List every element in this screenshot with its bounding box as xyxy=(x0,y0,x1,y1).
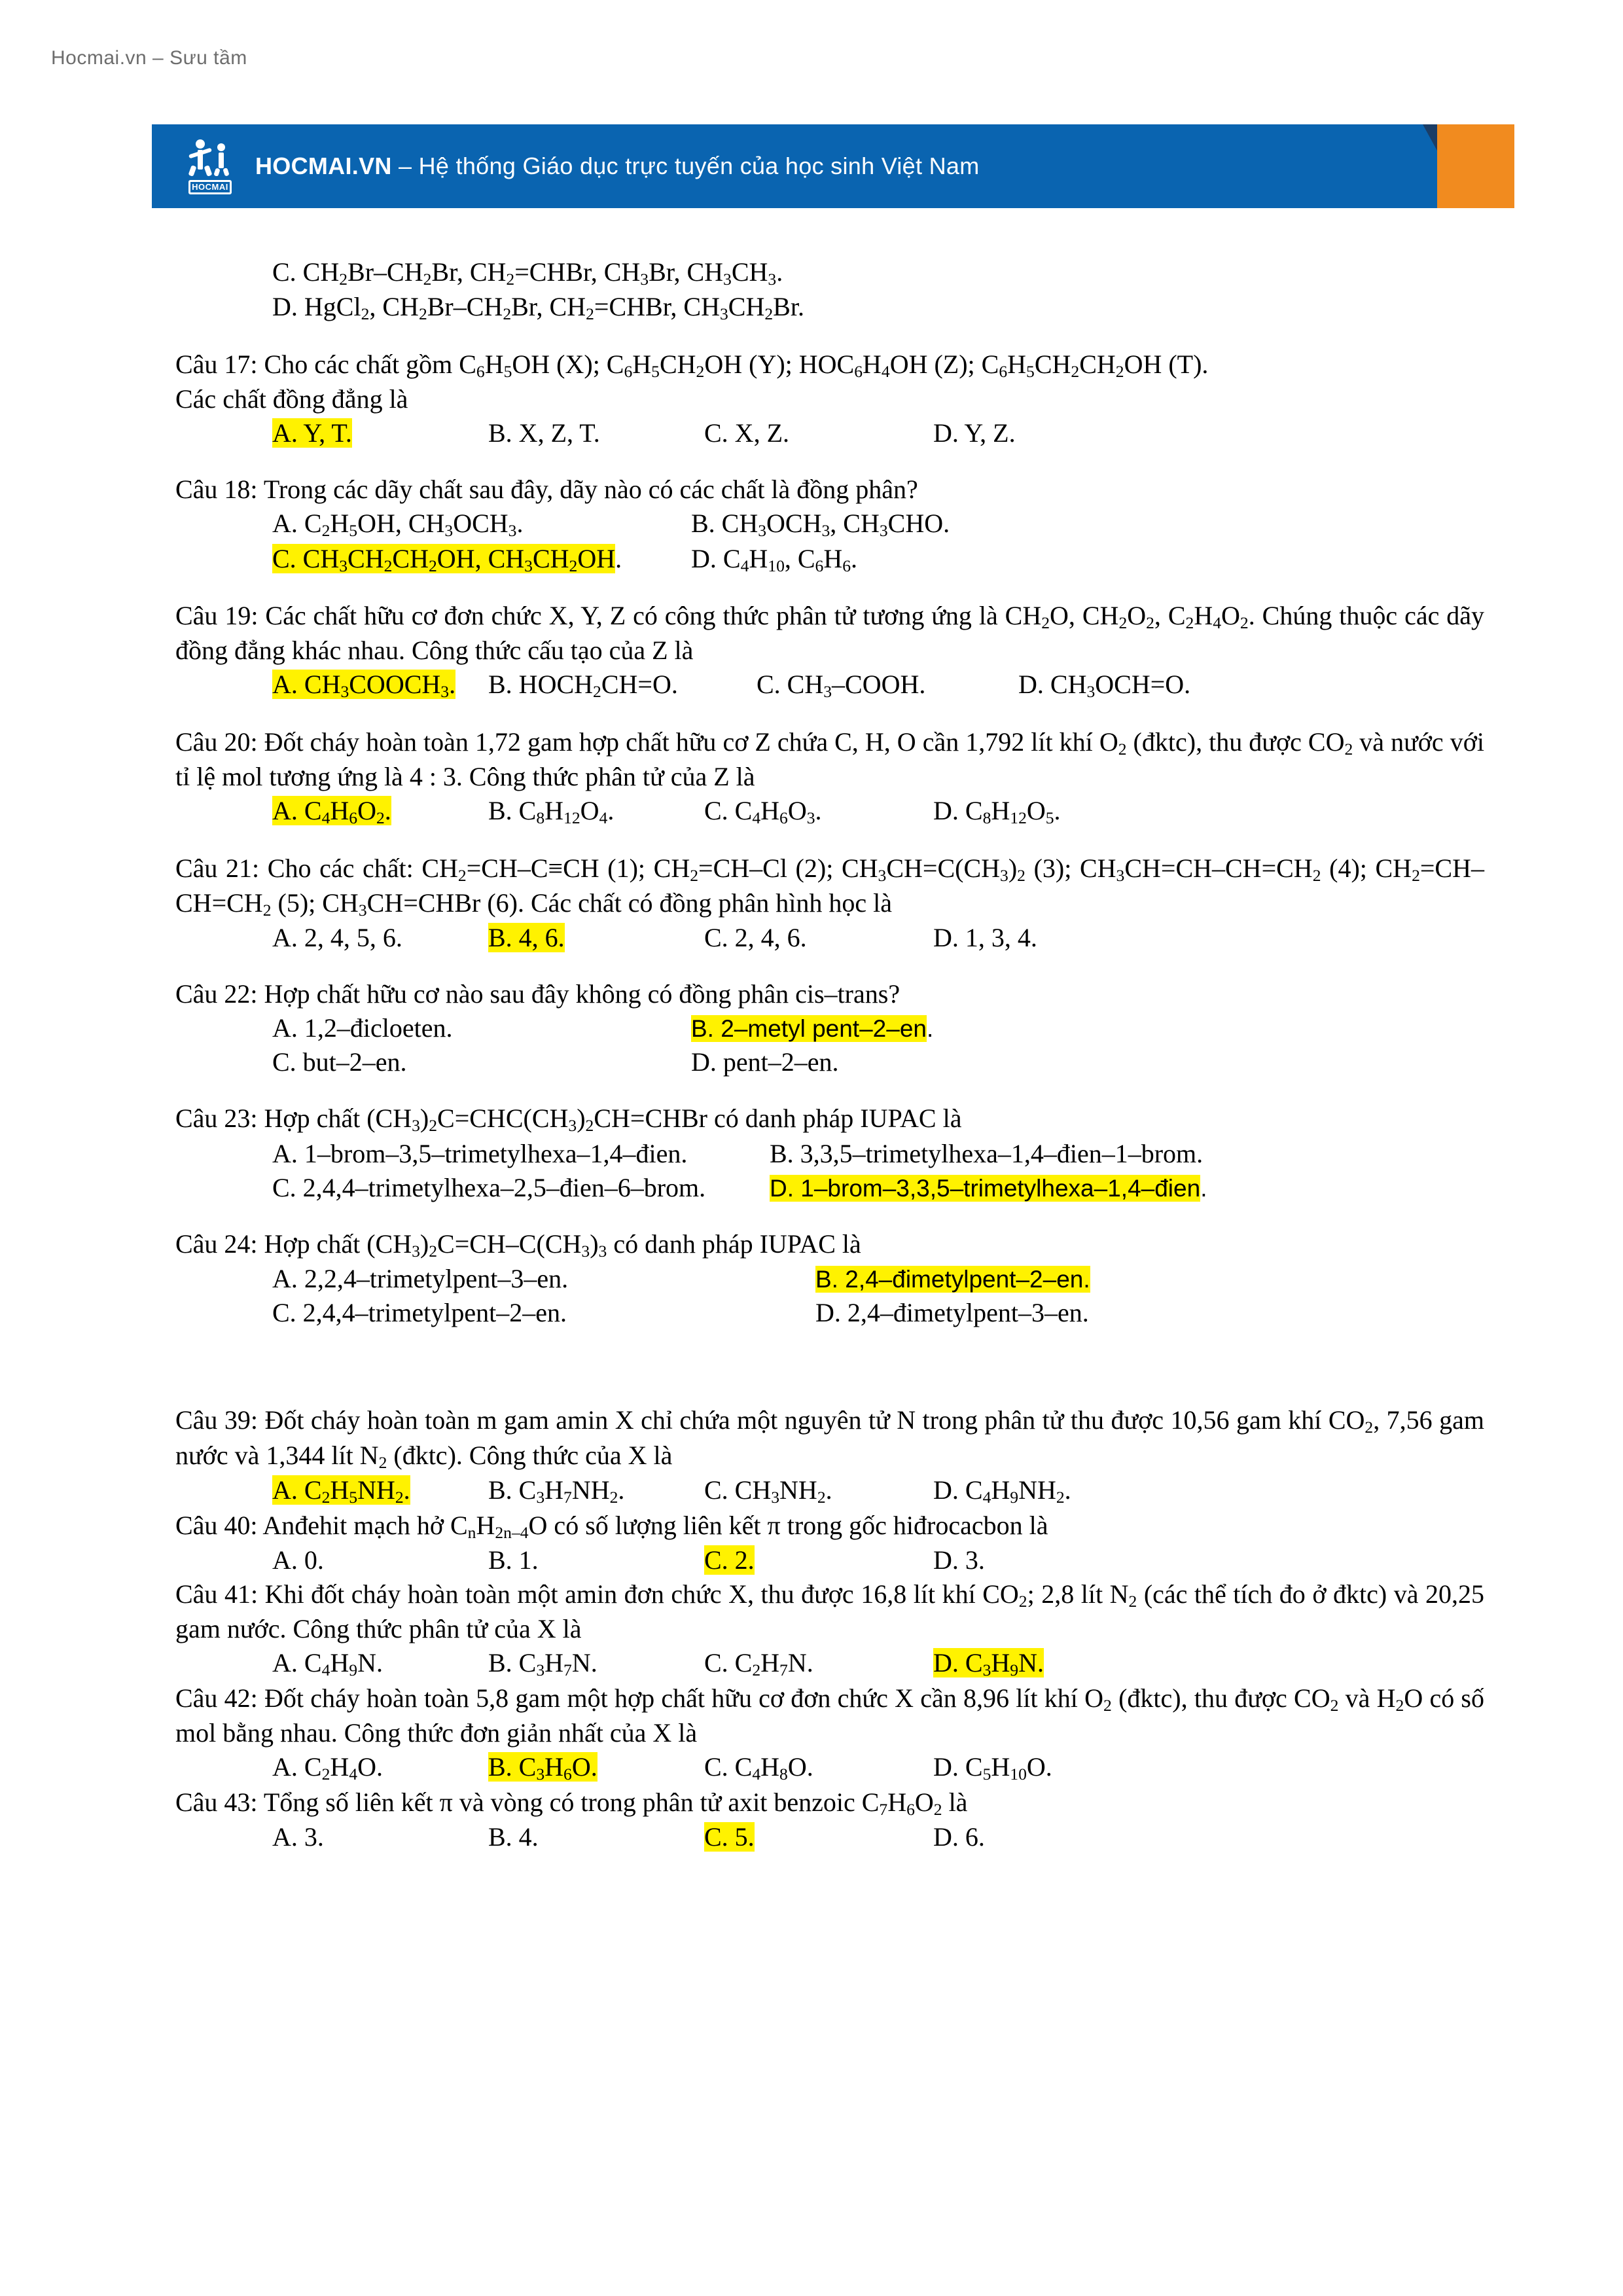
watermark-text: Hocmai.vn – Sưu tầm xyxy=(51,47,247,69)
question-stem: Câu 43: Tổng số liên kết π và vòng có trong phân tử axit benzoic $C_7H_6O_2$ là xyxy=(175,1787,968,1819)
options-row xyxy=(175,1543,1484,1577)
option-d[interactable]: D. $C_4H_9NH_2$. xyxy=(933,1475,1071,1507)
options-row xyxy=(175,542,1484,577)
hocmai-logo-icon xyxy=(186,138,234,194)
option-b[interactable]: B. 1. xyxy=(488,1545,539,1575)
question-cau21 xyxy=(175,852,1484,956)
option-a[interactable]: A. 0. xyxy=(272,1545,324,1575)
option-a[interactable]: A. $C_4H_6O_2$. xyxy=(272,796,391,828)
question-stem: Câu 41: Khi đốt cháy hoàn toàn một amin đơn chức X, thu được 16,8 lít khí $CO_2$; 2,8 lít $N_2$ (các thể tích đo ở đktc) và 20,25 gam nước. Công thức phân tử của X là xyxy=(175,1579,1484,1644)
banner-tagline: – Hệ thống Giáo dục trực tuyến của học sinh Việt Nam xyxy=(391,152,980,179)
question-stem: Câu 24: Hợp chất $(CH_3)_2C=CH-C(CH_3)_3$ có danh pháp IUPAC là xyxy=(175,1229,861,1261)
option-c[interactable]: C. X, Z. xyxy=(704,418,789,448)
question-cau39 xyxy=(175,1403,1484,1508)
option-d[interactable]: D. 3. xyxy=(933,1545,985,1575)
option-b[interactable]: B. 4. xyxy=(488,1821,539,1852)
option-c-top: C. $CH_2Br-CH_2Br$, $CH_2=CHBr$, $CH_3Br$, $CH_3CH_3$. xyxy=(272,257,783,289)
option-c[interactable]: C. $C_2H_7N$. xyxy=(704,1648,813,1680)
question-cau22 xyxy=(175,977,1484,1079)
option-d[interactable]: D. $C_4H_{10}$, $C_6H_6$. xyxy=(691,543,858,575)
option-b[interactable]: B. $C_3H_7NH_2$. xyxy=(488,1475,625,1507)
option-c[interactable]: C. 2. xyxy=(704,1545,755,1575)
option-c[interactable]: C. but–2–en. xyxy=(272,1047,407,1077)
options-row xyxy=(175,1011,1484,1045)
option-c[interactable]: C. $CH_3CH_2CH_2OH$, $CH_3CH_2OH$. xyxy=(272,543,622,575)
options-row xyxy=(175,1171,1484,1205)
question-cau40 xyxy=(175,1509,1484,1577)
question-stem: Câu 22: Hợp chất hữu cơ nào sau đây không có đồng phân cis–trans? xyxy=(175,979,901,1009)
option-a[interactable]: A. 1–brom–3,5–trimetylhexa–1,4–đien. xyxy=(272,1138,688,1168)
option-a[interactable]: A. Y, T. xyxy=(272,418,352,448)
option-c[interactable]: C. 2,4,4–trimetylhexa–2,5–đien–6–brom. xyxy=(272,1172,706,1202)
exam-content xyxy=(175,255,1484,1854)
question-stem: Câu 19: Các chất hữu cơ đơn chức X, Y, Z có công thức phân tử tương ứng là $CH_2O$, $CH_2O_2$, $C_2H_4O_2$. Chúng thuộc các dãy đồng đẳng khác nhau. Công thức cấu tạo của Z là xyxy=(175,601,1485,666)
option-a[interactable]: A. $C_2H_5NH_2$. xyxy=(272,1475,410,1507)
question-cau42 xyxy=(175,1681,1484,1785)
option-d[interactable]: D. 1–brom–3,3,5–trimetylhexa–1,4–đien. xyxy=(770,1174,1207,1202)
option-a[interactable]: A. 2,2,4–trimetylpent–3–en. xyxy=(272,1264,569,1294)
option-b[interactable]: B. $HOCH_2CH=O$. xyxy=(488,670,678,702)
option-b[interactable]: B. $C_3H_6O$. xyxy=(488,1752,597,1784)
option-c[interactable]: C. $CH_3$–COOH. xyxy=(757,670,926,702)
option-b[interactable]: B. 4, 6. xyxy=(488,923,565,953)
option-a[interactable]: A. 1,2–đicloeten. xyxy=(272,1013,453,1043)
options-row xyxy=(175,921,1484,955)
banner-title xyxy=(255,152,980,180)
option-d[interactable]: D. $CH_3OCH=O$. xyxy=(1018,670,1191,702)
option-c[interactable]: C. 2,4,4–trimetylpent–2–en. xyxy=(272,1298,567,1328)
question-cau41 xyxy=(175,1577,1484,1681)
option-c[interactable]: C. 5. xyxy=(704,1821,755,1852)
option-d[interactable]: D. 1, 3, 4. xyxy=(933,923,1037,953)
logo-figures-icon xyxy=(186,138,234,176)
option-b[interactable]: B. X, Z, T. xyxy=(488,418,600,448)
question-cau43 xyxy=(175,1785,1484,1854)
question-cau23 xyxy=(175,1102,1484,1204)
option-b[interactable]: B. 2,4–đimetylpent–2–en. xyxy=(815,1266,1090,1293)
question-stem: Câu 21: Cho các chất: $CH_2=CH-C\equiv CH$ (1); $CH_2=CH-Cl$ (2); $CH_3CH=C(CH_3)_2$ (3); $CH_3CH=CH-CH=CH_2$ (4); $CH_2=CH-CH=CH_2$ (5); $CH_3CH=CHBr$ (6). Các chất có đồng phân hình học là xyxy=(175,853,1484,920)
options-row xyxy=(175,1750,1484,1785)
options-row xyxy=(175,668,1484,702)
question-stem: Câu 42: Đốt cháy hoàn toàn 5,8 gam một hợp chất hữu cơ đơn chức X cần 8,96 lít khí $O_2$ (đktc), thu được $CO_2$ và $H_2O$ có số mol bằng nhau. Công thức đơn giản nhất của X là xyxy=(175,1683,1485,1748)
logo-wordmark: HOCMAI xyxy=(188,180,232,194)
option-d[interactable]: D. $C_3H_9N$. xyxy=(933,1648,1044,1680)
question-cau18 xyxy=(175,473,1484,577)
option-c[interactable]: C. $C_4H_8O$. xyxy=(704,1752,813,1784)
option-a[interactable]: A. $C_2H_4O$. xyxy=(272,1752,383,1784)
options-row xyxy=(175,1045,1484,1079)
option-d[interactable]: D. $C_5H_{10}O$. xyxy=(933,1752,1052,1784)
option-c[interactable]: C. 2, 4, 6. xyxy=(704,923,807,953)
option-a[interactable]: A. 3. xyxy=(272,1821,324,1852)
option-a[interactable]: A. $C_2H_5OH$, $CH_3OCH_3$. xyxy=(272,509,524,541)
options-row xyxy=(175,416,1484,450)
option-a[interactable]: A. $CH_3COOCH_3$. xyxy=(272,670,456,702)
options-row xyxy=(175,1646,1484,1681)
option-d[interactable]: D. pent–2–en. xyxy=(691,1047,839,1077)
options-row xyxy=(175,1296,1484,1330)
options-row xyxy=(175,507,1484,541)
option-d[interactable]: D. 6. xyxy=(933,1821,985,1852)
question-stem: Câu 18: Trong các dãy chất sau đây, dãy nào có các chất là đồng phân? xyxy=(175,475,918,505)
question-stem: Câu 40: Anđehit mạch hở $C_nH_{2n-4}O$ có số lượng liên kết π trong gốc hiđrocacbon là xyxy=(175,1510,1048,1542)
question-cau24 xyxy=(175,1227,1484,1330)
banner-accent-shape xyxy=(1437,124,1514,208)
options-row xyxy=(175,1473,1484,1508)
option-b[interactable]: B. $C_3H_7N$. xyxy=(488,1648,597,1680)
option-a[interactable]: A. $C_4H_9N$. xyxy=(272,1648,383,1680)
question-cau20 xyxy=(175,725,1484,829)
option-c[interactable]: C. $CH_3NH_2$. xyxy=(704,1475,832,1507)
question-cau19 xyxy=(175,599,1484,703)
options-row xyxy=(175,1820,1484,1854)
question-stem: Câu 39: Đốt cháy hoàn toàn m gam amin X chỉ chứa một nguyên tử N trong phân tử thu được 10,56 gam khí $CO_2$, 7,56 gam nước và 1,344 lít $N_2$ (đktc). Công thức của X là xyxy=(175,1405,1484,1472)
option-c[interactable]: C. $C_4H_6O_3$. xyxy=(704,796,822,828)
option-b[interactable]: B. 2–metyl pent–2–en. xyxy=(691,1015,934,1043)
option-d[interactable]: D. $C_8H_{12}O_5$. xyxy=(933,796,1061,828)
question-stem: Câu 23: Hợp chất $(CH_3)_2C=CHC(CH_3)_2CH=CHBr$ có danh pháp IUPAC là xyxy=(175,1103,962,1136)
question-stem: Câu 17: Cho các chất gồm $C_6H_5OH$ (X); $C_6H_5CH_2OH$ (Y); $HOC_6H_4OH$ (Z); $C_6H_5CH_2CH_2OH$ (T). Các chất đồng đẳng là xyxy=(175,349,1209,414)
banner-content xyxy=(152,124,980,208)
section-spacer xyxy=(175,1330,1484,1381)
site-banner xyxy=(152,124,1514,208)
banner-brand: HOCMAI.VN xyxy=(255,152,392,179)
option-d-top: D. HgCl$_2$, $CH_2Br-CH_2Br$, $CH_2=CHBr$, $CH_3CH_2Br$. xyxy=(272,292,804,324)
options-row xyxy=(175,794,1484,829)
question-cau17 xyxy=(175,348,1484,450)
option-b[interactable]: B. 3,3,5–trimetylhexa–1,4–đien–1–brom. xyxy=(770,1138,1204,1168)
options-row xyxy=(175,1137,1484,1171)
options-row xyxy=(175,1262,1484,1296)
question-stem: Câu 20: Đốt cháy hoàn toàn 1,72 gam hợp chất hữu cơ Z chứa C, H, O cần 1,792 lít khí $O_2$ (đktc), thu được $CO_2$ và nước với tỉ lệ mol tương ứng là 4 : 3. Công thức phân tử của Z là xyxy=(175,726,1484,792)
option-b[interactable]: B. $C_8H_{12}O_4$. xyxy=(488,796,615,828)
option-b[interactable]: B. $CH_3OCH_3$, $CH_3CHO$. xyxy=(691,509,950,541)
option-d[interactable]: D. Y, Z. xyxy=(933,418,1016,448)
option-a[interactable]: A. 2, 4, 5, 6. xyxy=(272,923,402,953)
option-d[interactable]: D. 2,4–đimetylpent–3–en. xyxy=(815,1298,1089,1328)
